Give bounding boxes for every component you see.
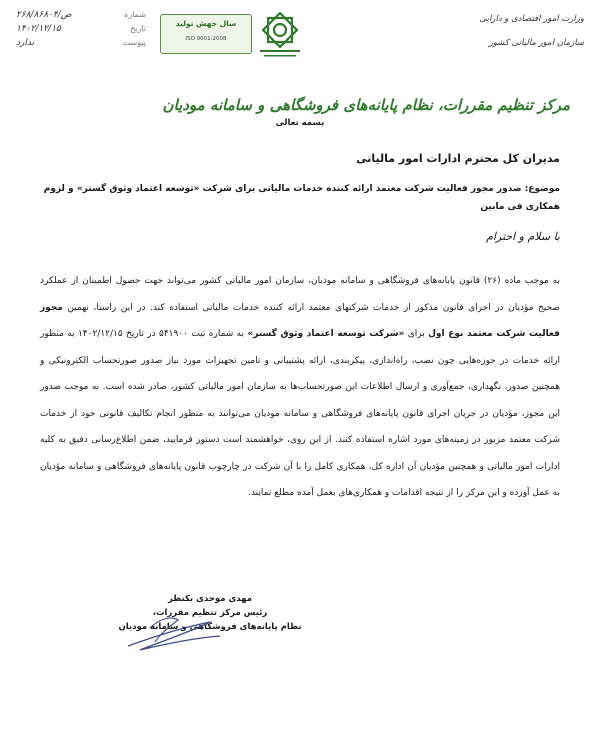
number-label: شماره: [124, 10, 146, 19]
body-bold-1: مجوز فعالیت شرکت معتمد نوع اول: [40, 302, 560, 339]
signer-title-1: رئیس مرکز تنظیم مقررات،: [152, 608, 268, 618]
meta-attachment-row: [16, 38, 146, 48]
body-text-2: برای: [407, 329, 425, 339]
letterhead-organization: [414, 14, 584, 48]
meta-date-row: [16, 24, 146, 34]
meta-number-row: [16, 10, 146, 20]
signature-scribble-icon: [120, 608, 230, 658]
signer-title-2: نظام پایانه‌های فروشگاهی و سامانه مودیان: [118, 622, 302, 632]
emblem-icon: [252, 12, 308, 60]
slogan-text: سال جهش تولید: [175, 19, 237, 28]
slogan-badge: [160, 14, 252, 54]
ministry-name: وزارت امور اقتصادی و دارایی: [479, 14, 584, 24]
subject-line: موضوع: صدور مجوز فعالیت شرکت معتمد ارائه کننده خدمات مالیاتی برای شرکت «توسعه اعتماد وثوق گستر» و لزوم همکاری فی مابین: [43, 184, 560, 212]
organization-name: سازمان امور مالیاتی کشور: [488, 38, 584, 48]
letter-body: [40, 268, 560, 507]
attachment-value: ندارد: [16, 38, 35, 48]
letter-number: ۲۶۸/۸۶۸۰۴/ص: [16, 10, 72, 20]
iso-label: ISO 9001:2008: [185, 36, 227, 42]
recipient-line: مدیران کل محترم ادارات امور مالیاتی: [356, 152, 560, 165]
letter-date: ۱۴۰۲/۱۲/۱۵: [16, 24, 61, 34]
salutation: با سلام و احترام: [486, 230, 560, 243]
date-label: تاریخ: [130, 24, 146, 33]
body-text-1: به موجب ماده (۲۶) قانون پایانه‌های فروشگاهی و سامانه مودیان، سازمان امور مالیاتی کشور می‌تواند جهت حصول اطمینان از عملکرد صحیح مؤدیان در اجرای قانون مذکور از خدمات شرکتهای معتمد ارائه کننده خدمات مالیاتی استفاده کند. در این راستا، نهمین: [40, 276, 560, 313]
attachment-label: پیوست: [122, 38, 146, 47]
body-text-3: به شماره ثبت ۵۴۱۹۰۰ در تاریخ ۱۴۰۲/۱۲/۱۵ به منظور ارائه خدمات در حوزه‌هایی چون نصب، راه‌اندازی، پیکربندی، ارائه پشتیبانی و تامین تجهیزات مورد نیاز صدور صورتحساب الکترونیکی و همچنین صدور، نگهداری، جمع‌آوری و ارسال اطلاعات این صورتحساب‌ها به سازمان امور مالیاتی کشور، صادر شده است. به موجب صدور این مجوز، مؤدیان در جریان اجرای قانون پایانه‌های فروشگاهی و سامانه مودیان می‌توانند به منظور انجام تکالیف قانونی خود از خدمات شرکت معتمد مزبور در زمینه‌های مورد اشاره استفاده کنند. از این روی، خواهشمند است دستور فرمایید، ضمن اطلاع‌رسانی دقیق به کلیه ادارات امور مالیاتی و همچنین مؤدیان آن اداره کل، همکاری کامل را با آن شرکت در چارچوب قانون پایانه‌های فروشگاهی و سامانه مؤدیان به عمل آورده و این مرکز را از نتیجه اقدامات و همکاری‌های بعمل آمده مطلع نمایند.: [40, 329, 560, 498]
basmala: بسمه تعالی: [275, 118, 325, 128]
letter-meta: [16, 10, 146, 52]
body-bold-2: «شرکت توسعه اعتماد وثوق گستر»: [247, 329, 405, 339]
center-title: مرکز تنظیم مقررات، نظام پایانه‌های فروشگاهی و سامانه مودیان: [162, 96, 570, 114]
signer-name: مهدی موحدی بکنظر: [167, 594, 253, 604]
